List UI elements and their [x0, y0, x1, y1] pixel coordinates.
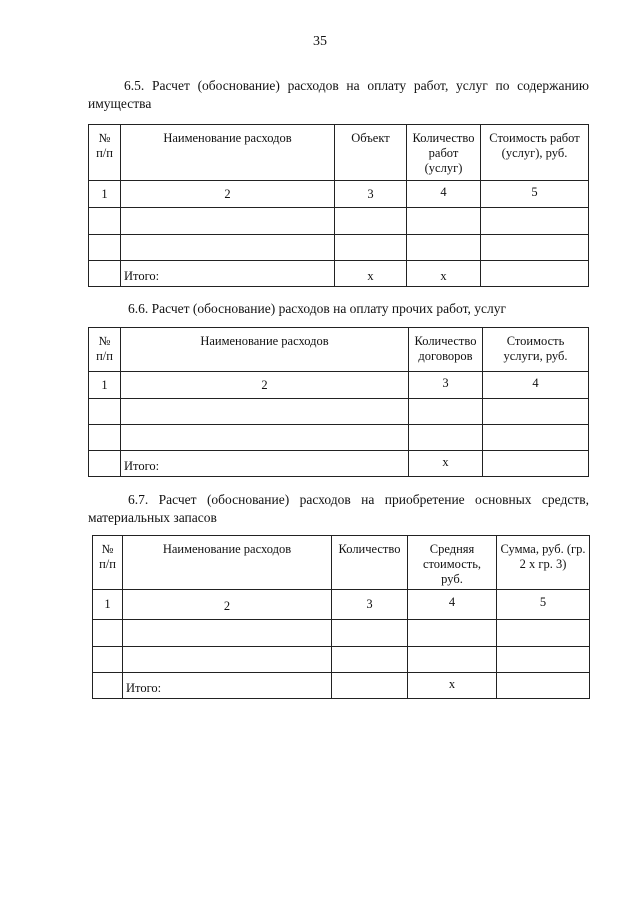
- total-mark: х: [335, 261, 407, 287]
- table-cell: [335, 235, 407, 261]
- col-header-sum: Сумма, руб. (гр. 2 х гр. 3): [497, 536, 590, 590]
- total-label: Итого:: [123, 673, 332, 699]
- col-header-quantity: Количество работ (услуг): [407, 125, 481, 181]
- table-row: [89, 235, 589, 261]
- column-number: 5: [481, 181, 589, 208]
- table-cell: [123, 620, 332, 647]
- column-number: 5: [497, 590, 590, 620]
- table-cell: [335, 208, 407, 235]
- table-cell: [483, 425, 589, 451]
- column-number: 2: [121, 181, 335, 208]
- table-header-row: [89, 125, 589, 181]
- column-number: 4: [408, 590, 497, 620]
- column-numbers-row: [93, 590, 590, 620]
- table-cell: [93, 647, 123, 673]
- table-cell: [483, 399, 589, 425]
- table-row: [89, 425, 589, 451]
- table-cell: [121, 399, 409, 425]
- column-number: 4: [407, 181, 481, 208]
- table-cell: [89, 451, 121, 477]
- table-cell: [121, 235, 335, 261]
- table-cell: [93, 673, 123, 699]
- total-mark: х: [408, 673, 497, 699]
- col-header-quantity: Количество: [332, 536, 408, 590]
- section-6-6-heading: 6.6. Расчет (обоснование) расходов на оплату прочих работ, услуг: [128, 301, 506, 316]
- page-number: 35: [313, 34, 327, 49]
- col-header-object: Объект: [335, 125, 407, 181]
- col-header-average-cost: Средняя стоимость, руб.: [408, 536, 497, 590]
- table-cell: [409, 399, 483, 425]
- table-cell: [332, 647, 408, 673]
- col-header-number: № п/п: [89, 328, 121, 372]
- column-numbers-row: [89, 372, 589, 399]
- column-number: 1: [89, 181, 121, 208]
- column-number: 3: [332, 590, 408, 620]
- table-row: [93, 620, 590, 647]
- table-cell: [481, 261, 589, 287]
- table-cell: [481, 208, 589, 235]
- col-header-number: № п/п: [89, 125, 121, 181]
- table-cell: [332, 620, 408, 647]
- table-cell: [483, 451, 589, 477]
- col-header-name: Наименование расходов: [121, 328, 409, 372]
- column-number: 2: [121, 372, 409, 399]
- table-cell: [497, 620, 590, 647]
- table-row: [89, 399, 589, 425]
- section-6-7-heading-line2: материальных запасов: [88, 510, 217, 525]
- total-row: [93, 673, 590, 699]
- col-header-name: Наименование расходов: [121, 125, 335, 181]
- table-cell: [93, 620, 123, 647]
- col-header-name: Наименование расходов: [123, 536, 332, 590]
- column-number: 3: [335, 181, 407, 208]
- section-6-5-heading-line2: имущества: [88, 96, 152, 111]
- total-mark: х: [409, 451, 483, 477]
- table-cell: [409, 425, 483, 451]
- table-cell: [407, 208, 481, 235]
- col-header-cost: Стоимость работ (услуг), руб.: [481, 125, 589, 181]
- column-number: 3: [409, 372, 483, 399]
- table-cell: [408, 647, 497, 673]
- table-cell: [89, 399, 121, 425]
- total-row: [89, 261, 589, 287]
- section-6-5-heading-line1: 6.5. Расчет (обоснование) расходов на оплату работ, услуг по содержанию: [124, 78, 589, 93]
- table-6-5: [88, 124, 589, 287]
- section-6-7-heading-line1: 6.7. Расчет (обоснование) расходов на приобретение основных средств,: [128, 492, 589, 507]
- table-row: [89, 208, 589, 235]
- table-cell: [332, 673, 408, 699]
- table-cell: [121, 425, 409, 451]
- table-header-row: [89, 328, 589, 372]
- table-cell: [89, 261, 121, 287]
- col-header-service-cost: Стоимость услуги, руб.: [483, 328, 589, 372]
- table-cell: [497, 647, 590, 673]
- table-cell: [123, 647, 332, 673]
- table-cell: [89, 235, 121, 261]
- table-row: [93, 647, 590, 673]
- column-number: 2: [123, 590, 332, 620]
- table-cell: [89, 208, 121, 235]
- table-6-7: [92, 535, 590, 699]
- table-cell: [407, 235, 481, 261]
- total-row: [89, 451, 589, 477]
- column-number: 4: [483, 372, 589, 399]
- total-label: Итого:: [121, 261, 335, 287]
- column-number: 1: [89, 372, 121, 399]
- table-header-row: [93, 536, 590, 590]
- table-6-6: [88, 327, 589, 477]
- table-cell: [408, 620, 497, 647]
- table-cell: [497, 673, 590, 699]
- total-mark: х: [407, 261, 481, 287]
- column-number: 1: [93, 590, 123, 620]
- col-header-number: № п/п: [93, 536, 123, 590]
- table-cell: [121, 208, 335, 235]
- col-header-contracts: Количество договоров: [409, 328, 483, 372]
- table-cell: [481, 235, 589, 261]
- table-cell: [89, 425, 121, 451]
- column-numbers-row: [89, 181, 589, 208]
- total-label: Итого:: [121, 451, 409, 477]
